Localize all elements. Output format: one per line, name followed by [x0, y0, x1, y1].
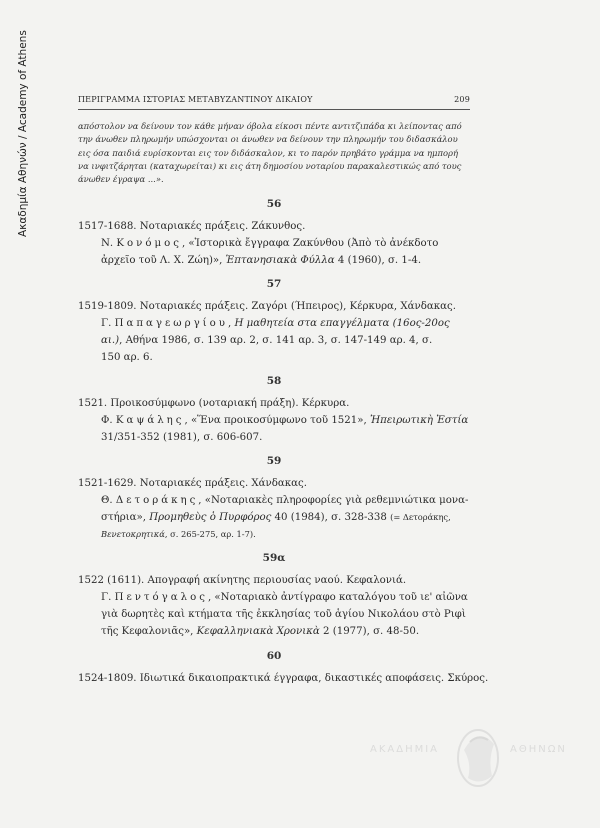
entry-number: 59α: [262, 552, 286, 564]
entry-citation-line: τῆς Κεφαλονιᾶς», Κεφαλληνιακὰ Χρονικὰ 2 (1977), σ. 48-50.: [101, 626, 420, 637]
entry-number: 59: [266, 455, 282, 467]
entry-citation-line: γιὰ δωρητὲς καὶ κτήματα τῆς ἐκκλησίας τοῦ ἁγίου Νικολάου στὸ Ριφὶ: [101, 609, 466, 620]
entry-citation-line: στήρια», Προμηθεὺς ὁ Πυρφόρος 40 (1984), σ. 328-338 (= Δετοράκης,: [101, 512, 451, 523]
academy-watermark: [370, 720, 580, 800]
page-number: 209: [454, 95, 470, 104]
entry-citation-line: Βενετοκρητικά, σ. 265-275, αρ. 1-7).: [101, 529, 256, 539]
entry-citation-line: Φ. Καψάλης, «Ἕνα προικοσύμφωνο τοῦ 1521», Ἠπειρωτικὴ Ἑστία: [101, 415, 469, 426]
author-name: Παπαγεωργίου: [114, 318, 228, 329]
watermark-text-left: ΑΚΑΔΗΜΙΑ: [370, 744, 440, 755]
journal-title: Προμηθεὺς ὁ Πυρφόρος: [149, 512, 272, 523]
entry-heading: 1519-1809. Νοταριακές πράξεις. Ζαγόρι (Ήπειρος), Κέρκυρα, Χάνδακας.: [78, 301, 456, 312]
entry-heading: 1524-1809. Ιδιωτικά δικαιοπρακτικά έγγραφα, δικαστικές αποφάσεις. Σκύρος.: [78, 673, 489, 684]
intro-line: την άνωθεν πληρωμήν υπώσχονται οι άνωθεν να δείνουν την πληρωμήν του διδασκάλου: [78, 134, 458, 145]
entry-citation-line: 31/351-352 (1981), σ. 606-607.: [101, 432, 263, 443]
intro-line: άνωθεν έγραψα ...».: [78, 174, 164, 185]
header-title: ΠΕΡΙΓΡΑΜΜΑ ΙΣΤΟΡΙΑΣ ΜΕΤΑΒΥΖΑΝΤΙΝΟΥ ΔΙΚΑΙΟΥ: [78, 95, 313, 104]
entry-58: [78, 395, 478, 446]
side-label: Ακαδημία Αθηνών / Academy of Athens: [17, 30, 29, 237]
athena-head-icon: [452, 720, 504, 792]
entry-citation-line: Θ. Δετοράκης, «Νοταριακὲς πληροφορίες γιὰ ρεθεμνιώτικα μονα-: [101, 495, 469, 506]
entry-citation-line: Ν. Κονόμος, «Ἱστορικὰ ἔγγραφα Ζακύνθου (Ἀπὸ τὸ ἀνέκδοτο: [101, 238, 439, 249]
entry-citation-line: Γ. Πεντόγαλος, «Νοταριακὸ ἀντίγραφο καταλόγου τοῦ ιε' αἰῶνα: [101, 592, 468, 603]
intro-line: να ινφιτζάρηται (καταχωρείται) κι εις άτη δημοσίου νοταρίου παρακαλεστικώς από τους: [78, 160, 462, 171]
entry-59: [78, 475, 478, 543]
entry-60: [78, 670, 489, 687]
author-name: Δετοράκης: [115, 495, 199, 506]
intro-quote: [78, 120, 470, 186]
intro-line: εις όσα παιδιά ευρίσκονται εις τον διδάσκαλον, κι το παρόν πρηβάτο γράμμα να ημπορή: [78, 147, 458, 158]
entry-citation-line: 150 αρ. 6.: [101, 352, 153, 363]
entry-number: 58: [266, 375, 282, 387]
entry-number: 56: [266, 198, 282, 210]
entry-heading: 1521. Προικοσύμφωνο (νοταριακή πράξη). Κέρκυρα.: [78, 398, 350, 409]
entry-heading: 1517-1688. Νοταριακές πράξεις. Ζάκυνθος.: [78, 221, 306, 232]
entry-number: 57: [266, 278, 282, 290]
entry-56: [78, 218, 478, 269]
journal-title: Κεφαλληνιακὰ Χρονικὰ: [196, 626, 320, 637]
watermark-text-right: ΑΘΗΝΩΝ: [510, 744, 567, 755]
entry-citation-line: αι.), Αθήνα 1986, σ. 139 αρ. 2, σ. 141 αρ. 3, σ. 147-149 αρ. 4, σ.: [101, 335, 433, 346]
running-header: [78, 95, 470, 110]
entry-59a: [78, 572, 478, 640]
entry-number: 60: [266, 650, 282, 662]
entry-citation-line: Γ. Παπαγεωργίου, Η μαθητεία στα επαγγέλματα (16ος-20ος: [101, 318, 450, 329]
book-title: Η μαθητεία στα επαγγέλματα (16ος-20ος: [234, 318, 450, 329]
journal-title: Ἠπειρωτικὴ Ἑστία: [369, 415, 469, 426]
entry-heading: 1522 (1611). Απογραφή ακίνητης περιουσίας ναού. Κεφαλονιά.: [78, 575, 407, 586]
entry-heading: 1521-1629. Νοταριακές πράξεις. Χάνδακας.: [78, 478, 307, 489]
journal-title: Ἑπτανησιακὰ Φύλλα: [225, 255, 335, 266]
entry-57: [78, 298, 478, 366]
author-name: Καψάλης: [115, 415, 185, 426]
entry-citation-line: ἀρχεῖο τοῦ Λ. Χ. Ζώη)», Ἑπτανησιακὰ Φύλλα 4 (1960), σ. 1-4.: [101, 255, 422, 266]
intro-line: απόστολον να δείνουν τον κάθε μήναν όβολα είκοσι πέντε αντιτζιπάδα κι λείποντας από: [78, 121, 462, 131]
author-name: Κονόμος: [116, 238, 182, 249]
author-name: Πεντόγαλος: [114, 592, 208, 603]
